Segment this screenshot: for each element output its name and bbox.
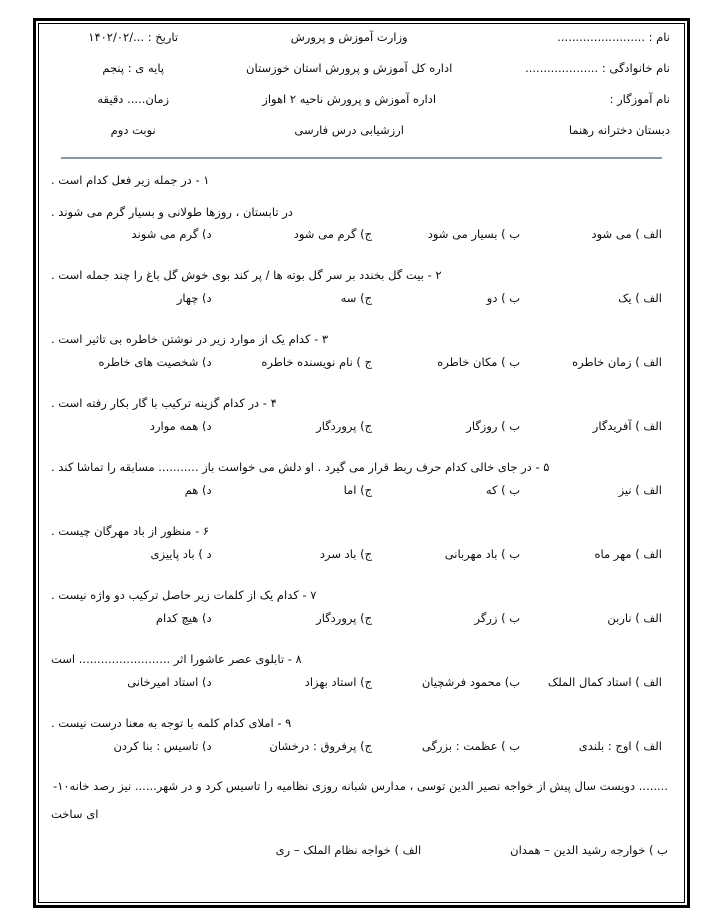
question-2-option-d[interactable]: د) چهار <box>176 291 212 305</box>
exam-date-label: تاریخ : .../۱۴۰۲/۰۲ <box>88 30 179 44</box>
question-10-options <box>51 843 668 877</box>
question-4-stem: ۴ - در کدام گزینه ترکیب با گار بکار رفته است . <box>51 396 277 411</box>
question-8-option-c[interactable]: ج) استاد بهزاد <box>304 675 373 689</box>
question-1-option-c[interactable]: ج) گرم می شود <box>293 227 373 241</box>
question-7-option-b[interactable]: ب ) زرگر <box>474 611 521 625</box>
question-8 <box>51 644 668 708</box>
question-8-option-d[interactable]: د) استاد امیرخانی <box>127 675 212 689</box>
exam-subject-title: ارزشیابی درس فارسی <box>294 123 404 137</box>
question-9-options <box>51 739 668 772</box>
question-3-stem: ۳ - کدام یک از موارد زیر در نوشتن خاطره بی تاثیر است . <box>51 332 329 347</box>
duration-label: زمان..... دقیقه <box>97 92 170 106</box>
exam-term-label: نوبت دوم <box>110 123 156 137</box>
exam-page-frame <box>33 18 690 908</box>
question-10-option-b[interactable]: ب ) خوارجه رشید الدین – همدان <box>510 843 668 857</box>
question-9-option-b[interactable]: ب ) عظمت : بزرگی <box>421 739 521 753</box>
student-lastname-label: نام خانوادگی : .................... <box>525 61 670 75</box>
question-9 <box>51 708 668 772</box>
question-3-option-a[interactable]: الف ) زمان خاطره <box>572 355 662 369</box>
question-6-option-c[interactable]: ج) باد سرد <box>319 547 373 561</box>
question-10-number: ۱۰- <box>53 778 70 793</box>
question-10-stem: ........ دویست سال پیش از خواجه نصیر الدین توسی ، مدارس شبانه روزی نظامیه را تاسیس کرد و در شهر...... نیز رصد خانه <box>69 778 668 793</box>
questions-container <box>39 159 684 877</box>
question-1-option-b[interactable]: ب ) بسیار می شود <box>427 227 521 241</box>
question-6-option-a[interactable]: الف ) مهر ماه <box>594 547 662 561</box>
question-1-sentence: در تابستان ، روزها طولانی و بسیار گرم می شوند . <box>51 204 293 219</box>
question-1 <box>51 165 668 260</box>
exam-page-inner <box>38 23 685 903</box>
question-3-option-d[interactable]: د) شخصیت های خاطره <box>98 355 212 369</box>
question-7-options <box>51 611 668 644</box>
question-7-option-a[interactable]: الف ) ناربن <box>607 611 662 625</box>
question-2-option-b[interactable]: ب ) دو <box>486 291 521 305</box>
teacher-name-label: نام آموزگار : <box>609 92 670 106</box>
question-1-options <box>51 227 668 260</box>
header-row-1 <box>53 30 670 61</box>
header-row-2 <box>53 61 670 92</box>
question-6-option-d[interactable]: د ) باد پاییزی <box>150 547 212 561</box>
question-2-options <box>51 291 668 324</box>
question-6 <box>51 516 668 580</box>
question-1-option-a[interactable]: الف ) می شود <box>591 227 662 241</box>
province-office-title: اداره کل آموزش و پرورش استان خوزستان <box>246 61 453 75</box>
question-8-option-b[interactable]: ب) محمود فرشچیان <box>421 675 521 689</box>
question-10 <box>51 772 668 877</box>
question-4-options <box>51 419 668 452</box>
question-9-stem: ۹ - املای کدام کلمه با توجه به معنا درست نیست . <box>51 716 292 731</box>
question-5-option-a[interactable]: الف ) نیز <box>618 483 662 497</box>
question-5-stem: ۵ - در جای خالی کدام حرف ربط قرار می گیرد . او دلش می خواست باز ........... مسابقه را تماشا کند . <box>51 460 550 475</box>
question-9-option-c[interactable]: ج) پرفروق : درخشان <box>269 739 373 753</box>
question-6-option-b[interactable]: ب ) باد مهربانی <box>444 547 521 561</box>
question-2-option-c[interactable]: ج) سه <box>340 291 373 305</box>
question-5 <box>51 452 668 516</box>
question-5-option-b[interactable]: ب ) که <box>485 483 521 497</box>
header-row-3 <box>53 92 670 123</box>
question-5-options <box>51 483 668 516</box>
question-8-stem: ۸ - تابلوی عصر عاشورا اثر ......................... است <box>51 652 302 667</box>
grade-label: پایه ی : پنجم <box>102 61 165 75</box>
question-9-option-d[interactable]: د) تاسیس : بنا کردن <box>113 739 212 753</box>
question-2-stem: ۲ - بیت گل بخندد بر سر گل بوته ها / پر کند بوی خوش گل باغ را چند جمله است . <box>51 268 442 283</box>
question-10-line-2: ای ساخت <box>51 807 99 821</box>
question-6-options <box>51 547 668 580</box>
question-2 <box>51 260 668 324</box>
question-7-option-d[interactable]: د) هیچ کدام <box>155 611 212 625</box>
header-row-4 <box>53 123 670 154</box>
question-1-option-d[interactable]: د) گرم می شوند <box>131 227 212 241</box>
question-4-option-a[interactable]: الف ) آفریدگار <box>592 419 662 433</box>
question-5-option-c[interactable]: ج) اما <box>343 483 373 497</box>
exam-header <box>39 24 684 159</box>
question-3-options <box>51 355 668 388</box>
question-8-options <box>51 675 668 708</box>
question-8-option-a[interactable]: الف ) استاد کمال الملک <box>547 675 662 689</box>
question-7 <box>51 580 668 644</box>
question-10-option-a[interactable]: الف ) خواجه نظام الملک – ری <box>275 843 422 857</box>
question-5-option-d[interactable]: د) هم <box>184 483 212 497</box>
question-4-option-c[interactable]: ج) پروردگار <box>316 419 373 433</box>
question-9-option-a[interactable]: الف ) اوج : بلندی <box>578 739 662 753</box>
question-4 <box>51 388 668 452</box>
question-4-option-b[interactable]: ب ) روزگار <box>466 419 521 433</box>
question-4-option-d[interactable]: د) همه موارد <box>149 419 212 433</box>
question-7-option-c[interactable]: ج) پروردگار <box>316 611 373 625</box>
ministry-title: وزارت آموزش و پرورش <box>290 30 408 44</box>
question-10-line-1 <box>51 772 668 799</box>
question-1-stem: ۱ - در جمله زیر فعل کدام است . <box>51 173 210 188</box>
question-2-option-a[interactable]: الف ) یک <box>618 291 662 305</box>
student-name-label: نام : ........................ <box>557 30 670 44</box>
question-3 <box>51 324 668 388</box>
question-3-option-b[interactable]: ب ) مکان خاطره <box>437 355 521 369</box>
question-3-option-c[interactable]: ج ) نام نویسنده خاطره <box>261 355 373 369</box>
question-7-stem: ۷ - کدام یک از کلمات زیر حاصل ترکیب دو واژه نیست . <box>51 588 317 603</box>
question-6-stem: ۶ - منظور از باد مهرگان چیست . <box>51 524 210 539</box>
district-office-title: اداره آموزش و پرورش ناحیه ۲ اهواز <box>262 92 437 106</box>
school-name: دبستان دخترانه رهنما <box>568 123 670 137</box>
